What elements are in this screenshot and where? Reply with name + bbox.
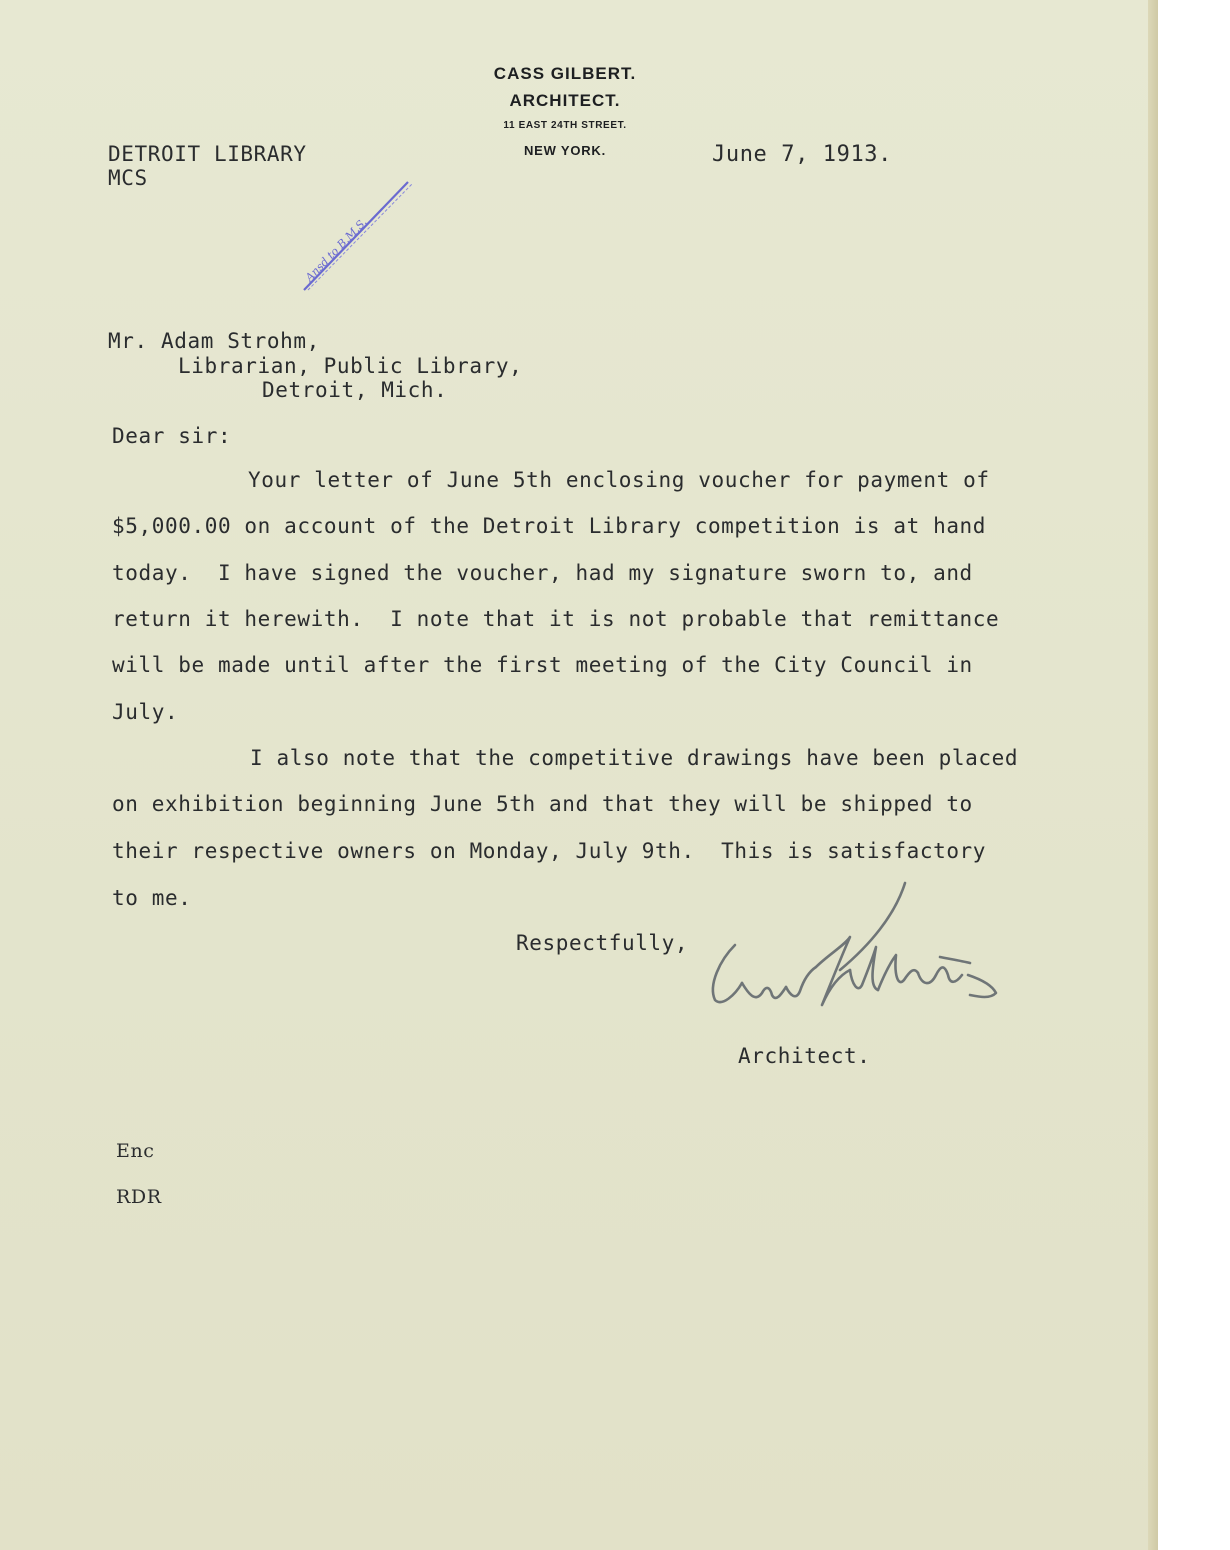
body-line: Your letter of June 5th enclosing voucher for payment of — [248, 468, 990, 492]
body-line: their respective owners on Monday, July 9th. This is satisfactory — [112, 839, 987, 863]
body-line: return it herewith. I note that it is not probable that remittance — [112, 607, 1000, 631]
reference-line-1: DETROIT LIBRARY — [108, 142, 307, 166]
reference-line-2: MCS — [108, 166, 148, 190]
svg-text:Ansd to B.M.S.: Ansd to B.M.S. — [302, 215, 370, 285]
recipient-name: Mr. Adam Strohm, — [108, 329, 320, 353]
recipient-title: Librarian, Public Library, — [178, 354, 523, 378]
body-line: I also note that the competitive drawings have been placed — [250, 746, 1019, 770]
body-line: will be made until after the first meeting of the City Council in — [112, 653, 973, 677]
recipient-city: Detroit, Mich. — [262, 378, 448, 402]
paper-edge — [1148, 0, 1158, 1550]
enclosure-note: Enc — [116, 1140, 155, 1162]
salutation: Dear sir: — [112, 424, 232, 448]
body-line: to me. — [112, 886, 192, 910]
typist-initials: RDR — [116, 1186, 162, 1208]
body-line: July. — [112, 700, 179, 724]
handwritten-signature — [700, 875, 1010, 1025]
body-line: today. I have signed the voucher, had my signature sworn to, and — [112, 561, 973, 585]
answered-stamp — [300, 178, 415, 293]
body-line: $5,000.00 on account of the Detroit Library competition is at hand — [112, 514, 987, 538]
letter-date: June 7, 1913. — [712, 142, 892, 167]
letterhead-city: NEW YORK. — [523, 143, 607, 158]
letterhead-title: ARCHITECT. — [509, 91, 621, 110]
body-line: on exhibition beginning June 5th and that they will be shipped to — [112, 792, 973, 816]
closing: Respectfully, — [516, 931, 689, 955]
signer-title: Architect. — [738, 1044, 871, 1068]
letterhead-street: 11 EAST 24TH STREET. — [503, 120, 627, 131]
letterhead-name: CASS GILBERT. — [493, 64, 637, 83]
